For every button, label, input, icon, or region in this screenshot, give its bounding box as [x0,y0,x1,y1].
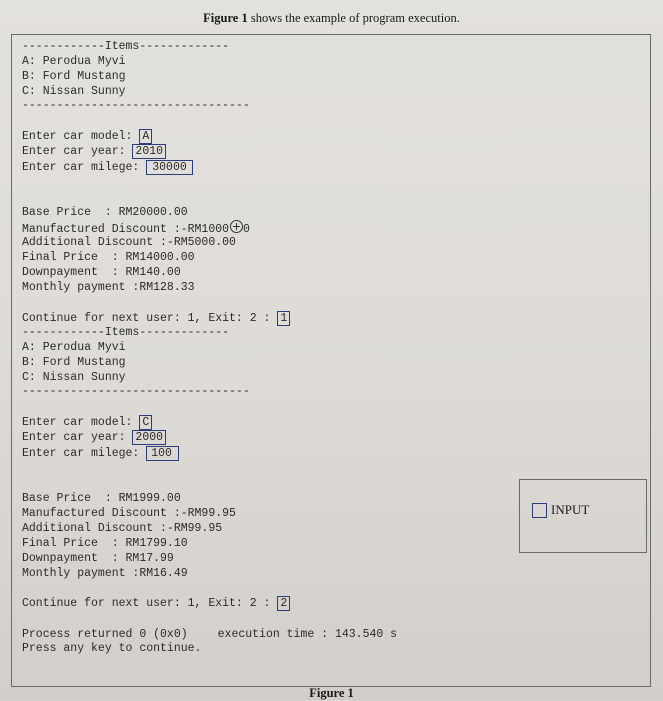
items-header: ------------Items------------- [22,326,230,339]
run1-final-price: Final Price : RM14000.00 [22,251,195,264]
press-any-key: Press any key to continue. [22,642,202,655]
run1-monthly-payment: Monthly payment :RM128.33 [22,281,195,294]
run2-manufactured-discount: Manufactured Discount :-RM99.95 [22,507,236,520]
run1-continue-input: 1 [277,311,290,326]
menu-item-a: A: Perodua Myvi [22,341,126,354]
run2-milege-line [22,446,179,461]
continue-prompt: Continue for next user: 1, Exit: 2 : [22,312,278,325]
menu-item-b: B: Ford Mustang [22,356,126,369]
run2-model-line [22,415,152,430]
run1-downpayment: Downpayment : RM140.00 [22,266,181,279]
run2-year-line [22,430,166,445]
run1-year-line [22,144,166,159]
input-legend [519,479,647,553]
run1-year-input: 2010 [132,144,166,159]
prompt-milege: Enter car milege: [22,447,147,460]
figure-label: Figure 1 [203,11,248,25]
menu-item-a: A: Perodua Myvi [22,55,126,68]
items-header: ------------Items------------- [22,40,230,53]
figure-caption-bottom: Figure 1 [309,686,354,700]
run2-continue-input: 2 [277,596,290,611]
figure-caption-top [0,11,663,26]
run1-model-line [22,129,152,144]
process-returned-line [22,627,397,642]
run2-year-input: 2000 [132,430,166,445]
run2-model-input: C [139,415,152,430]
run1-model-input: A [139,129,152,144]
prompt-model: Enter car model: [22,130,140,143]
run2-milege-input: 100 [146,446,179,461]
menu-item-b: B: Ford Mustang [22,70,126,83]
execution-time: execution time : 143.540 s [217,628,398,641]
manufactured-text: Manufactured Discount :-RM1000 [22,223,230,236]
input-box-swatch-icon [532,503,547,518]
menu-item-c: C: Nissan Sunny [22,371,126,384]
menu-item-c: C: Nissan Sunny [22,85,126,98]
prompt-milege: Enter car milege: [22,161,147,174]
continue-prompt: Continue for next user: 1, Exit: 2 : [22,597,278,610]
figure-caption-text: shows the example of program execution. [250,11,460,25]
run2-additional-discount: Additional Discount :-RM99.95 [22,522,223,535]
run1-base-price: Base Price : RM20000.00 [22,206,188,219]
run2-base-price: Base Price : RM1999.00 [22,492,181,505]
run1-additional-discount: Additional Discount :-RM5000.00 [22,236,236,249]
separator-line: --------------------------------- [22,99,250,112]
legend-label: INPUT [551,502,590,517]
run1-milege-input: 30000 [146,160,193,175]
prompt-model: Enter car model: [22,416,140,429]
manufactured-tail: 0 [243,223,250,236]
run2-downpayment: Downpayment : RM17.99 [22,552,174,565]
run1-milege-line [22,160,193,175]
run1-continue-line [22,311,290,326]
prompt-year: Enter car year: [22,431,133,444]
run2-monthly-payment: Monthly payment :RM16.49 [22,567,188,580]
prompt-year: Enter car year: [22,145,133,158]
run2-final-price: Final Price : RM1799.10 [22,537,188,550]
zoom-in-icon [230,220,243,233]
separator-line: --------------------------------- [22,385,250,398]
process-returned: Process returned 0 (0x0) [22,628,188,641]
run2-continue-line [22,596,290,611]
